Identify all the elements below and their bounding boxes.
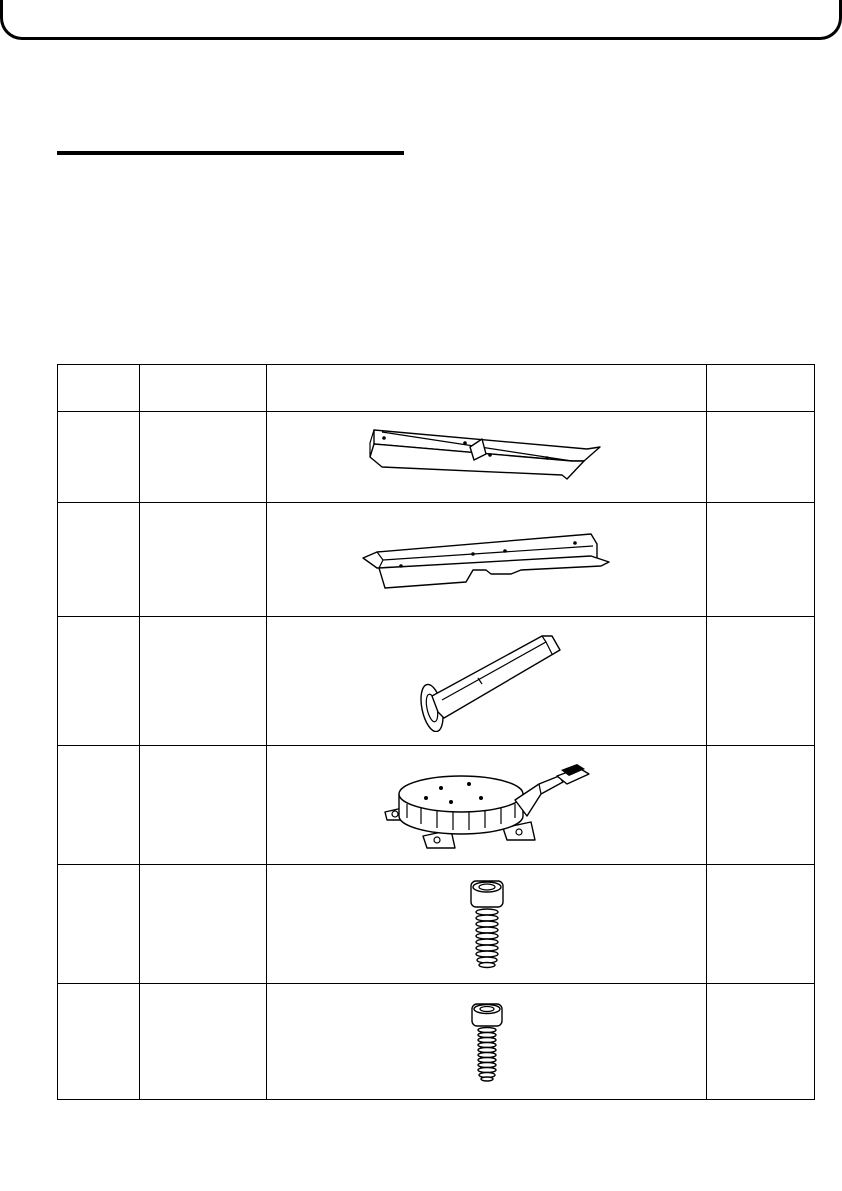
row-qty — [707, 617, 815, 746]
rotary-gear-assembly-icon — [381, 758, 593, 852]
row-qty — [707, 746, 815, 865]
header-code — [140, 365, 267, 412]
table-row — [58, 617, 815, 746]
row-code — [140, 412, 267, 503]
socket-cap-screw-icon — [465, 879, 509, 969]
table-row — [58, 412, 815, 503]
header-qty — [707, 365, 815, 412]
row-code — [140, 503, 267, 617]
parts-list-table — [57, 364, 815, 1100]
row-picture — [267, 865, 707, 984]
title-underline — [57, 151, 404, 155]
row-picture — [267, 617, 707, 746]
row-qty — [707, 503, 815, 617]
table-row — [58, 984, 815, 1100]
table-row — [58, 503, 815, 617]
row-picture — [267, 984, 707, 1100]
row-picture — [267, 503, 707, 617]
row-code — [140, 746, 267, 865]
row-picture — [267, 746, 707, 865]
row-qty — [707, 412, 815, 503]
page-top-border — [0, 0, 842, 40]
row-qty — [707, 984, 815, 1100]
rail-bracket-icon — [362, 427, 612, 487]
row-qty — [707, 865, 815, 984]
row-no — [58, 617, 140, 746]
row-code — [140, 617, 267, 746]
row-no — [58, 984, 140, 1100]
row-picture — [267, 412, 707, 503]
row-no — [58, 412, 140, 503]
row-code — [140, 865, 267, 984]
table-header-row — [58, 365, 815, 412]
small-socket-cap-screw-icon — [467, 1002, 507, 1082]
table-row — [58, 746, 815, 865]
row-no — [58, 865, 140, 984]
table-row — [58, 865, 815, 984]
row-no — [58, 503, 140, 617]
long-rail-bracket-icon — [361, 530, 613, 590]
header-picture — [267, 365, 707, 412]
mounting-arm-icon — [412, 630, 562, 732]
row-no — [58, 746, 140, 865]
row-code — [140, 984, 267, 1100]
header-no — [58, 365, 140, 412]
